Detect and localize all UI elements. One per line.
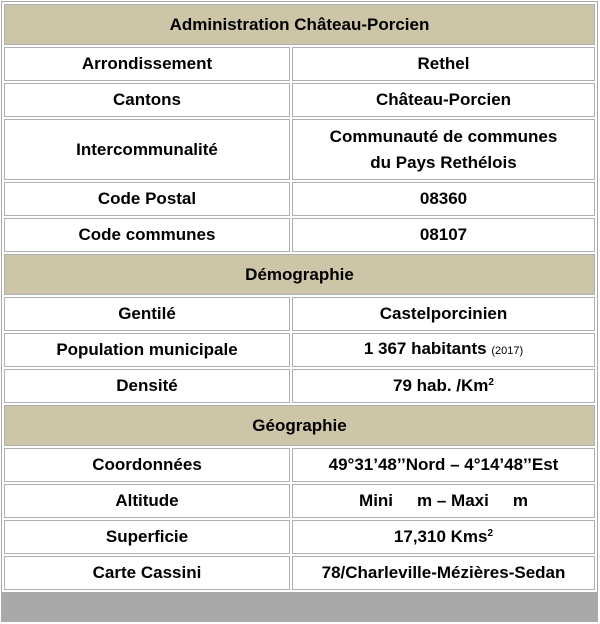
section-header-geographie	[4, 405, 595, 446]
table-row	[4, 520, 595, 554]
value-line: du Pays Rethélois	[370, 152, 517, 172]
table-row	[4, 448, 595, 482]
row-value: Château-Porcien	[292, 83, 595, 117]
row-label: Carte Cassini	[4, 556, 290, 590]
row-label: Altitude	[4, 484, 290, 518]
row-label: Intercommunalité	[4, 119, 290, 180]
row-value: 49°31’48’’Nord – 4°14’48’’Est	[292, 448, 595, 482]
row-label: Code communes	[4, 218, 290, 252]
row-label: Coordonnées	[4, 448, 290, 482]
table-row	[4, 218, 595, 252]
row-label: Superficie	[4, 520, 290, 554]
section-header-demographie	[4, 254, 595, 295]
row-value: 08107	[292, 218, 595, 252]
row-value: 08360	[292, 182, 595, 216]
section-title: Administration Château-Porcien	[4, 4, 595, 45]
table-row	[4, 47, 595, 81]
density-value: 79 hab. /Km	[393, 376, 489, 395]
table-row	[4, 297, 595, 331]
row-value: Rethel	[292, 47, 595, 81]
section-header-administration	[4, 4, 595, 45]
row-value	[292, 369, 595, 403]
section-title: Démographie	[4, 254, 595, 295]
altitude-mini: Mini	[359, 491, 394, 510]
section-title: Géographie	[4, 405, 595, 446]
row-label: Cantons	[4, 83, 290, 117]
area-value: 17,310 Kms	[393, 527, 488, 546]
row-value	[292, 333, 595, 367]
table-row	[4, 119, 595, 180]
superscript: 2	[487, 528, 494, 539]
row-value: 78/Charleville-Mézières-Sedan	[292, 556, 595, 590]
row-label: Population municipale	[4, 333, 290, 367]
table-row	[4, 369, 595, 403]
population-value: 1 367 habitants	[363, 339, 487, 358]
table-row	[4, 83, 595, 117]
commune-info-table	[2, 2, 597, 592]
row-label: Arrondissement	[4, 47, 290, 81]
altitude-unit: m	[512, 491, 528, 510]
info-box	[1, 1, 598, 622]
row-value	[292, 520, 595, 554]
row-label: Code Postal	[4, 182, 290, 216]
table-row	[4, 556, 595, 590]
table-row	[4, 333, 595, 367]
superscript: 2	[488, 377, 494, 388]
row-value	[292, 119, 595, 180]
table-row	[4, 484, 595, 518]
altitude-maxi: m – Maxi	[417, 491, 489, 510]
table-row	[4, 182, 595, 216]
population-year: (2017)	[491, 345, 524, 357]
row-label: Gentilé	[4, 297, 290, 331]
row-label: Densité	[4, 369, 290, 403]
row-value: Castelporcinien	[292, 297, 595, 331]
row-value	[292, 484, 595, 518]
value-line: Communauté de communes	[329, 126, 558, 146]
